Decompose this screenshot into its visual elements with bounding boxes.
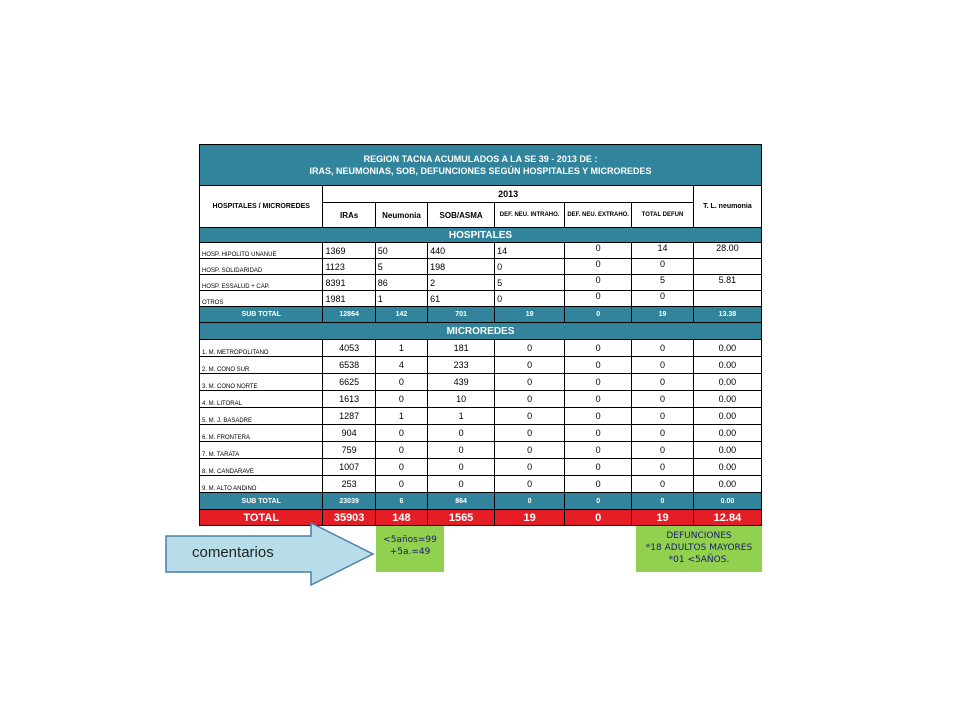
- hospital-cell-neu: 50: [375, 243, 427, 259]
- grand-total-total: 19: [632, 510, 694, 526]
- micro-subtotal-intra: 0: [495, 493, 565, 510]
- table-title-line1: REGION TACNA ACUMULADOS A LA SE 39 - 2013 DE :: [363, 154, 598, 164]
- hospital-row: [200, 291, 762, 307]
- micro-subtotal-iras: 23039: [323, 493, 375, 510]
- hosp-subtotal-row: [200, 307, 762, 323]
- hospital-cell-neu: 1: [375, 291, 427, 307]
- grand-total-tl: 12.84: [693, 510, 761, 526]
- microred-cell-extra: 0: [565, 374, 632, 391]
- hosp-subtotal-total: 19: [632, 307, 694, 323]
- microred-cell-neu: 0: [375, 476, 427, 493]
- microred-cell-total: 0: [632, 391, 694, 408]
- ninos-note-box: [376, 526, 444, 572]
- microred-name: 6. M. FRONTERA: [200, 425, 323, 442]
- microred-name: 9. M. ALTO ANDINO: [200, 476, 323, 493]
- hospital-cell-tl: [693, 259, 761, 275]
- hospital-cell-total: 0: [632, 291, 694, 307]
- microred-name: 3. M. CONO NORTE: [200, 374, 323, 391]
- microred-cell-tl: 0.00: [693, 476, 761, 493]
- microred-cell-sob: 10: [428, 391, 495, 408]
- microred-cell-intra: 0: [495, 391, 565, 408]
- microred-row: [200, 391, 762, 408]
- hospital-cell-iras: 8391: [323, 275, 375, 291]
- microred-cell-neu: 0: [375, 425, 427, 442]
- hospital-cell-neu: 86: [375, 275, 427, 291]
- microred-row: [200, 425, 762, 442]
- table-title: [200, 145, 762, 186]
- hospital-cell-extra: 0: [565, 243, 632, 259]
- microred-cell-intra: 0: [495, 425, 565, 442]
- microred-cell-intra: 0: [495, 374, 565, 391]
- ninos-note-line1: <5años=99: [383, 535, 437, 545]
- hospital-cell-extra: 0: [565, 275, 632, 291]
- col-group-label: HOSPITALES / MICROREDES: [200, 186, 323, 228]
- microred-cell-tl: 0.00: [693, 357, 761, 374]
- microred-cell-sob: 181: [428, 340, 495, 357]
- grand-total-label: TOTAL: [200, 510, 323, 526]
- microred-cell-total: 0: [632, 442, 694, 459]
- hospital-cell-sob: 2: [428, 275, 495, 291]
- hosp-subtotal-tl: 13.38: [693, 307, 761, 323]
- tl-header: T. L. neumonia: [693, 186, 761, 228]
- microred-cell-iras: 1007: [323, 459, 375, 476]
- microred-cell-intra: 0: [495, 476, 565, 493]
- microred-cell-extra: 0: [565, 459, 632, 476]
- micro-subtotal-row: [200, 493, 762, 510]
- microredes-rows: [200, 340, 762, 493]
- hospital-cell-neu: 5: [375, 259, 427, 275]
- microred-cell-total: 0: [632, 408, 694, 425]
- hosp-subtotal-label: SUB TOTAL: [200, 307, 323, 323]
- microred-cell-iras: 904: [323, 425, 375, 442]
- microred-name: 4. M. LITORAL: [200, 391, 323, 408]
- col-header-iras: IRAs: [323, 203, 375, 228]
- hospital-cell-extra: 0: [565, 259, 632, 275]
- micro-subtotal-total: 0: [632, 493, 694, 510]
- microred-name: 7. M. TARATA: [200, 442, 323, 459]
- hospital-cell-intra: 14: [495, 243, 565, 259]
- microred-cell-sob: 439: [428, 374, 495, 391]
- micro-subtotal-extra: 0: [565, 493, 632, 510]
- microred-cell-neu: 0: [375, 391, 427, 408]
- microred-cell-tl: 0.00: [693, 374, 761, 391]
- microred-cell-neu: 4: [375, 357, 427, 374]
- microred-cell-sob: 1: [428, 408, 495, 425]
- comments-label: comentarios: [192, 544, 274, 561]
- microred-row: [200, 459, 762, 476]
- microred-cell-tl: 0.00: [693, 425, 761, 442]
- hospital-cell-iras: 1123: [323, 259, 375, 275]
- microred-cell-extra: 0: [565, 425, 632, 442]
- microred-cell-neu: 0: [375, 374, 427, 391]
- table-title-line2: IRAS, NEUMONIAS, SOB, DEFUNCIONES SEGÚN HOSPITALES Y MICROREDES: [309, 166, 652, 176]
- col-header-total-defun: TOTAL DEFUN: [632, 203, 694, 228]
- defunciones-note-line2: *18 ADULTOS MAYORES: [645, 543, 753, 553]
- microred-cell-tl: 0.00: [693, 442, 761, 459]
- microred-cell-sob: 0: [428, 442, 495, 459]
- hospital-cell-intra: 0: [495, 259, 565, 275]
- microred-cell-iras: 4053: [323, 340, 375, 357]
- hospital-row: [200, 275, 762, 291]
- microred-cell-extra: 0: [565, 408, 632, 425]
- microred-name: 2. M. CONO SUR: [200, 357, 323, 374]
- hospital-name: OTROS: [200, 291, 323, 307]
- hosp-subtotal-intra: 19: [495, 307, 565, 323]
- microred-row: [200, 476, 762, 493]
- microred-row: [200, 408, 762, 425]
- hospital-cell-tl: [693, 291, 761, 307]
- hospital-cell-total: 5: [632, 275, 694, 291]
- microred-cell-neu: 0: [375, 459, 427, 476]
- grand-total-intra: 19: [495, 510, 565, 526]
- year-header: 2013: [323, 186, 693, 203]
- col-header-sob: SOB/ASMA: [428, 203, 495, 228]
- microred-cell-neu: 1: [375, 408, 427, 425]
- microred-cell-sob: 0: [428, 476, 495, 493]
- defunciones-note-line1: DEFUNCIONES: [666, 531, 732, 541]
- microred-cell-tl: 0.00: [693, 459, 761, 476]
- microred-cell-total: 0: [632, 459, 694, 476]
- ninos-note-line2: +5a.=49: [389, 547, 431, 557]
- hospital-cell-sob: 198: [428, 259, 495, 275]
- section-microredes: MICROREDES: [200, 323, 762, 340]
- microred-name: 8. M. CANDARAVE: [200, 459, 323, 476]
- microred-row: [200, 340, 762, 357]
- hospitales-rows: [200, 243, 762, 307]
- hospital-row: [200, 259, 762, 275]
- microred-cell-tl: 0.00: [693, 408, 761, 425]
- hospital-cell-extra: 0: [565, 291, 632, 307]
- report-table: [199, 144, 762, 526]
- microred-name: 1. M. METROPOLITANO: [200, 340, 323, 357]
- hosp-subtotal-sob: 701: [428, 307, 495, 323]
- microred-cell-intra: 0: [495, 357, 565, 374]
- defunciones-note-line3: *01 <5AÑOS.: [668, 555, 730, 565]
- hospital-cell-iras: 1981: [323, 291, 375, 307]
- microred-row: [200, 357, 762, 374]
- hospital-name: HOSP. ESSALUD + CAP.: [200, 275, 323, 291]
- grand-total-neu: 148: [375, 510, 427, 526]
- hospital-cell-intra: 5: [495, 275, 565, 291]
- microred-cell-extra: 0: [565, 357, 632, 374]
- microred-cell-iras: 1287: [323, 408, 375, 425]
- grand-total-sob: 1565: [428, 510, 495, 526]
- microred-cell-iras: 253: [323, 476, 375, 493]
- microred-cell-total: 0: [632, 357, 694, 374]
- hospital-cell-total: 0: [632, 259, 694, 275]
- microred-row: [200, 374, 762, 391]
- microred-cell-iras: 6538: [323, 357, 375, 374]
- microred-name: 5. M. J. BASADRE: [200, 408, 323, 425]
- microred-cell-total: 0: [632, 476, 694, 493]
- microred-cell-sob: 0: [428, 459, 495, 476]
- hospital-cell-sob: 440: [428, 243, 495, 259]
- grand-total-extra: 0: [565, 510, 632, 526]
- micro-subtotal-label: SUB TOTAL: [200, 493, 323, 510]
- hosp-subtotal-neu: 142: [375, 307, 427, 323]
- microred-cell-sob: 0: [428, 425, 495, 442]
- hospital-cell-iras: 1369: [323, 243, 375, 259]
- microred-cell-iras: 1613: [323, 391, 375, 408]
- hospital-name: HOSP. SOLIDARIDAD: [200, 259, 323, 275]
- grand-total-iras: 35903: [323, 510, 375, 526]
- microred-cell-tl: 0.00: [693, 340, 761, 357]
- microred-cell-iras: 6625: [323, 374, 375, 391]
- microred-cell-intra: 0: [495, 442, 565, 459]
- micro-subtotal-sob: 864: [428, 493, 495, 510]
- hosp-subtotal-extra: 0: [565, 307, 632, 323]
- hospital-cell-tl: 5.81: [693, 275, 761, 291]
- microred-cell-intra: 0: [495, 340, 565, 357]
- hospital-cell-total: 14: [632, 243, 694, 259]
- microred-cell-extra: 0: [565, 391, 632, 408]
- col-header-def-extra: DEF. NEU. EXTRAHO.: [565, 203, 632, 228]
- microred-cell-extra: 0: [565, 476, 632, 493]
- hosp-subtotal-iras: 12864: [323, 307, 375, 323]
- microred-cell-intra: 0: [495, 408, 565, 425]
- microred-cell-tl: 0.00: [693, 391, 761, 408]
- microred-cell-extra: 0: [565, 442, 632, 459]
- defunciones-note-box: [636, 526, 762, 572]
- microred-cell-total: 0: [632, 340, 694, 357]
- microred-cell-total: 0: [632, 425, 694, 442]
- hospital-cell-intra: 0: [495, 291, 565, 307]
- col-header-neumonia: Neumonia: [375, 203, 427, 228]
- hospital-cell-tl: 28.00: [693, 243, 761, 259]
- microred-cell-neu: 0: [375, 442, 427, 459]
- hospital-cell-sob: 61: [428, 291, 495, 307]
- microred-cell-neu: 1: [375, 340, 427, 357]
- col-header-def-intra: DEF. NEU. INTRAHO.: [495, 203, 565, 228]
- microred-cell-intra: 0: [495, 459, 565, 476]
- micro-subtotal-tl: 0.00: [693, 493, 761, 510]
- microred-cell-extra: 0: [565, 340, 632, 357]
- microred-cell-sob: 233: [428, 357, 495, 374]
- microred-cell-iras: 759: [323, 442, 375, 459]
- section-hospitales: HOSPITALES: [200, 228, 762, 243]
- hospital-row: [200, 243, 762, 259]
- hospital-name: HOSP. HIPOLITO UNANUE: [200, 243, 323, 259]
- micro-subtotal-neu: 6: [375, 493, 427, 510]
- microred-cell-total: 0: [632, 374, 694, 391]
- microred-row: [200, 442, 762, 459]
